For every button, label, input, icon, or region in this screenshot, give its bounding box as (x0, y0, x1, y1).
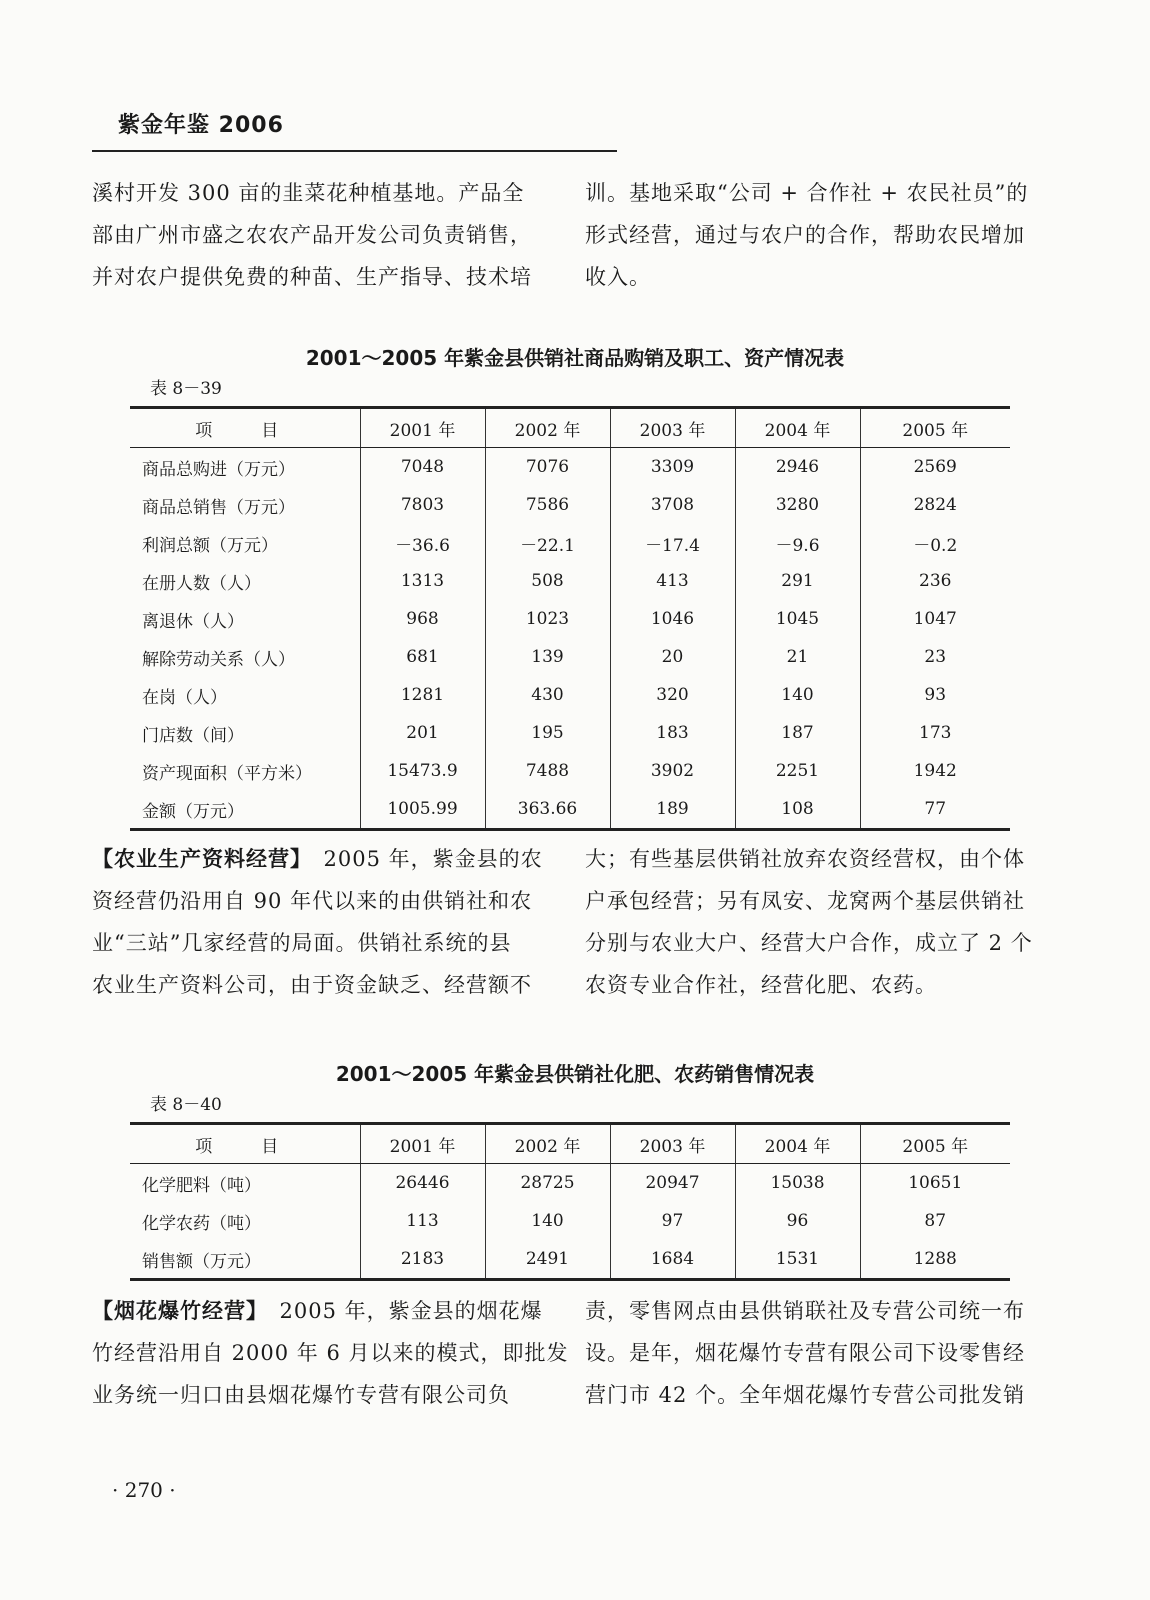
table-cell: 23 (860, 638, 1010, 676)
table-cell: 236 (860, 562, 1010, 600)
column-header-year: 2005 年 (860, 408, 1010, 448)
table-cell: 2569 (860, 448, 1010, 487)
table-row (130, 714, 1010, 752)
table-cell: －0.2 (860, 524, 1010, 562)
text-line: 业务统一归口由县烟花爆竹专营有限公司负 (92, 1383, 510, 1407)
table-row (130, 600, 1010, 638)
table-cell: 173 (860, 714, 1010, 752)
table-cell: 20 (610, 638, 735, 676)
table-cell: 968 (360, 600, 485, 638)
table-header-row (130, 1124, 1010, 1164)
text-line: 分别与农业大户、经营大户合作，成立了 2 个 (585, 931, 1033, 955)
table-cell: 77 (860, 790, 1010, 830)
text-line: 收入。 (585, 265, 651, 289)
table-cell: 363.66 (485, 790, 610, 830)
table-cell: 1023 (485, 600, 610, 638)
row-label: 在岗（人） (142, 687, 227, 708)
text-line: 竹经营沿用自 2000 年 6 月以来的模式，即批发 (92, 1341, 569, 1365)
text-run: 2005 年，紫金县的烟花爆 (257, 1299, 543, 1323)
text-line: 并对农户提供免费的种苗、生产指导、技术培 (92, 265, 532, 289)
table-cell: 7076 (485, 448, 610, 487)
column-header-year: 2004 年 (735, 408, 860, 448)
row-label: 金额（万元） (130, 790, 360, 830)
table-cell: 1531 (735, 1240, 860, 1280)
table-cell: 195 (485, 714, 610, 752)
column-header-year: 2003 年 (610, 408, 735, 448)
row-label: 商品总购进（万元） (142, 459, 295, 480)
table-cell: 413 (610, 562, 735, 600)
table-cell: 1684 (610, 1240, 735, 1280)
table-cell: 108 (735, 790, 860, 830)
para1-right (585, 172, 1033, 298)
table-row (130, 1202, 1010, 1240)
row-label: 商品总销售（万元） (142, 497, 295, 518)
table-cell: 320 (610, 676, 735, 714)
page-number: · 270 · (112, 1478, 176, 1502)
column-header-year: 2001 年 (360, 1124, 485, 1164)
table-cell: 430 (485, 676, 610, 714)
column-header-year: 2003 年 (610, 1124, 735, 1164)
table-cell: 15473.9 (360, 752, 485, 790)
text-line: 责，零售网点由县供销联社及专营公司统一布 (585, 1299, 1025, 1323)
header-title: 紫金年鉴 2006 (118, 113, 284, 138)
column-header-year: 2002 年 (485, 1124, 610, 1164)
table-cell: 7586 (485, 486, 610, 524)
table-cell: 3902 (610, 752, 735, 790)
table-cell: 7048 (360, 448, 485, 487)
table-cell: 2183 (360, 1240, 485, 1280)
text-line (92, 838, 543, 880)
table-cell: 1942 (860, 752, 1010, 790)
row-label: 资产现面积（平方米） (142, 763, 312, 784)
table-cell: 1313 (360, 562, 485, 600)
para3-right (585, 1290, 1033, 1416)
table-row (130, 486, 1010, 524)
table-cell: 97 (610, 1202, 735, 1240)
table-cell: 1005.99 (360, 790, 485, 830)
table2 (130, 1122, 1010, 1281)
table-cell: 96 (735, 1202, 860, 1240)
table-cell: 1281 (360, 676, 485, 714)
table-cell: 26446 (360, 1164, 485, 1203)
para2-left (92, 838, 543, 1006)
table-cell: 681 (360, 638, 485, 676)
table-cell: 1046 (610, 600, 735, 638)
table-row (130, 1240, 1010, 1280)
column-header-item: 项 目 (130, 1124, 360, 1164)
text-line: 大；有些基层供销社放弃农资经营权，由个体 (585, 847, 1025, 871)
column-header-year: 2002 年 (485, 408, 610, 448)
row-label: 利润总额（万元） (142, 535, 278, 556)
table-cell: 2824 (860, 486, 1010, 524)
row-label: 销售额（万元） (130, 1240, 360, 1280)
text-line: 设。是年，烟花爆竹专营有限公司下设零售经 (585, 1341, 1025, 1365)
text-line (92, 1290, 543, 1332)
table-cell: 7488 (485, 752, 610, 790)
table-cell: 15038 (735, 1164, 860, 1203)
text-line: 营门市 42 个。全年烟花爆竹专营公司批发销 (585, 1383, 1026, 1407)
text-line: 农业生产资料公司，由于资金缺乏、经营额不 (92, 973, 532, 997)
table-cell: 1288 (860, 1240, 1010, 1280)
table-cell: 10651 (860, 1164, 1010, 1203)
text-line: 资经营仍沿用自 90 年代以来的由供销社和农 (92, 889, 533, 913)
section-tag: 【农业生产资料经营】 (92, 847, 302, 871)
text-line: 部由广州市盛之农农产品开发公司负责销售， (92, 223, 532, 247)
table-cell: 140 (485, 1202, 610, 1240)
table-cell: 187 (735, 714, 860, 752)
table-header-row (130, 408, 1010, 448)
para2-right (585, 838, 1033, 1006)
table-cell: －17.4 (610, 524, 735, 562)
para3-left (92, 1290, 569, 1416)
table-cell: 1045 (735, 600, 860, 638)
table-row (130, 676, 1010, 714)
column-header-year: 2004 年 (735, 1124, 860, 1164)
table2-title: 2001～2005 年紫金县供销社化肥、农药销售情况表 (335, 1062, 815, 1086)
column-header-year: 2005 年 (860, 1124, 1010, 1164)
table-cell: 1047 (860, 600, 1010, 638)
text-line: 溪村开发 300 亩的韭菜花种植基地。产品全 (92, 181, 525, 205)
row-label: 化学肥料（吨） (142, 1175, 261, 1196)
table-cell: 21 (735, 638, 860, 676)
table-cell: 2251 (735, 752, 860, 790)
table-cell: 3280 (735, 486, 860, 524)
table-cell: 20947 (610, 1164, 735, 1203)
row-label: 化学农药（吨） (142, 1213, 261, 1234)
row-label: 门店数（间） (142, 725, 244, 746)
table1 (130, 406, 1010, 831)
column-header-year: 2001 年 (360, 408, 485, 448)
table-row (130, 448, 1010, 487)
table-cell: 508 (485, 562, 610, 600)
header-rule (92, 150, 617, 152)
table-row (130, 1164, 1010, 1203)
text-line: 农资专业合作社，经营化肥、农药。 (585, 973, 937, 997)
text-line: 户承包经营；另有凤安、龙窝两个基层供销社 (585, 889, 1025, 913)
row-label: 在册人数（人） (142, 573, 261, 594)
table-cell: 3309 (610, 448, 735, 487)
table-cell: －36.6 (360, 524, 485, 562)
table-cell: 140 (735, 676, 860, 714)
table-cell: 2491 (485, 1240, 610, 1280)
table-cell: 183 (610, 714, 735, 752)
table-cell: 113 (360, 1202, 485, 1240)
table-cell: 189 (610, 790, 735, 830)
table-cell: 139 (485, 638, 610, 676)
table-cell: 7803 (360, 486, 485, 524)
column-header-item: 项 目 (130, 408, 360, 448)
section-tag: 【烟花爆竹经营】 (92, 1299, 258, 1323)
text-line: 训。基地采取“公司 + 合作社 + 农民社员”的 (585, 181, 1029, 205)
table1-number: 表 8－39 (150, 379, 222, 399)
table-row (130, 790, 1010, 830)
table-cell: 3708 (610, 486, 735, 524)
table-cell: 2946 (735, 448, 860, 487)
table1-title: 2001～2005 年紫金县供销社商品购销及职工、资产情况表 (305, 346, 845, 370)
table-cell: 291 (735, 562, 860, 600)
row-label: 解除劳动关系（人） (142, 649, 295, 670)
table2-number: 表 8－40 (150, 1095, 222, 1115)
table-row (130, 562, 1010, 600)
table-cell: 87 (860, 1202, 1010, 1240)
table-cell: 201 (360, 714, 485, 752)
row-label: 离退休（人） (142, 611, 244, 632)
text-line: 形式经营，通过与农户的合作，帮助农民增加 (585, 223, 1025, 247)
text-line: 业“三站”几家经营的局面。供销社系统的县 (92, 931, 512, 955)
para1-left (92, 172, 540, 298)
table-cell: 93 (860, 676, 1010, 714)
table-cell: 28725 (485, 1164, 610, 1203)
table-cell: －9.6 (735, 524, 860, 562)
table-row (130, 638, 1010, 676)
text-run: 2005 年，紫金县的农 (301, 847, 543, 871)
table-cell: －22.1 (485, 524, 610, 562)
table-row (130, 752, 1010, 790)
table-row (130, 524, 1010, 562)
